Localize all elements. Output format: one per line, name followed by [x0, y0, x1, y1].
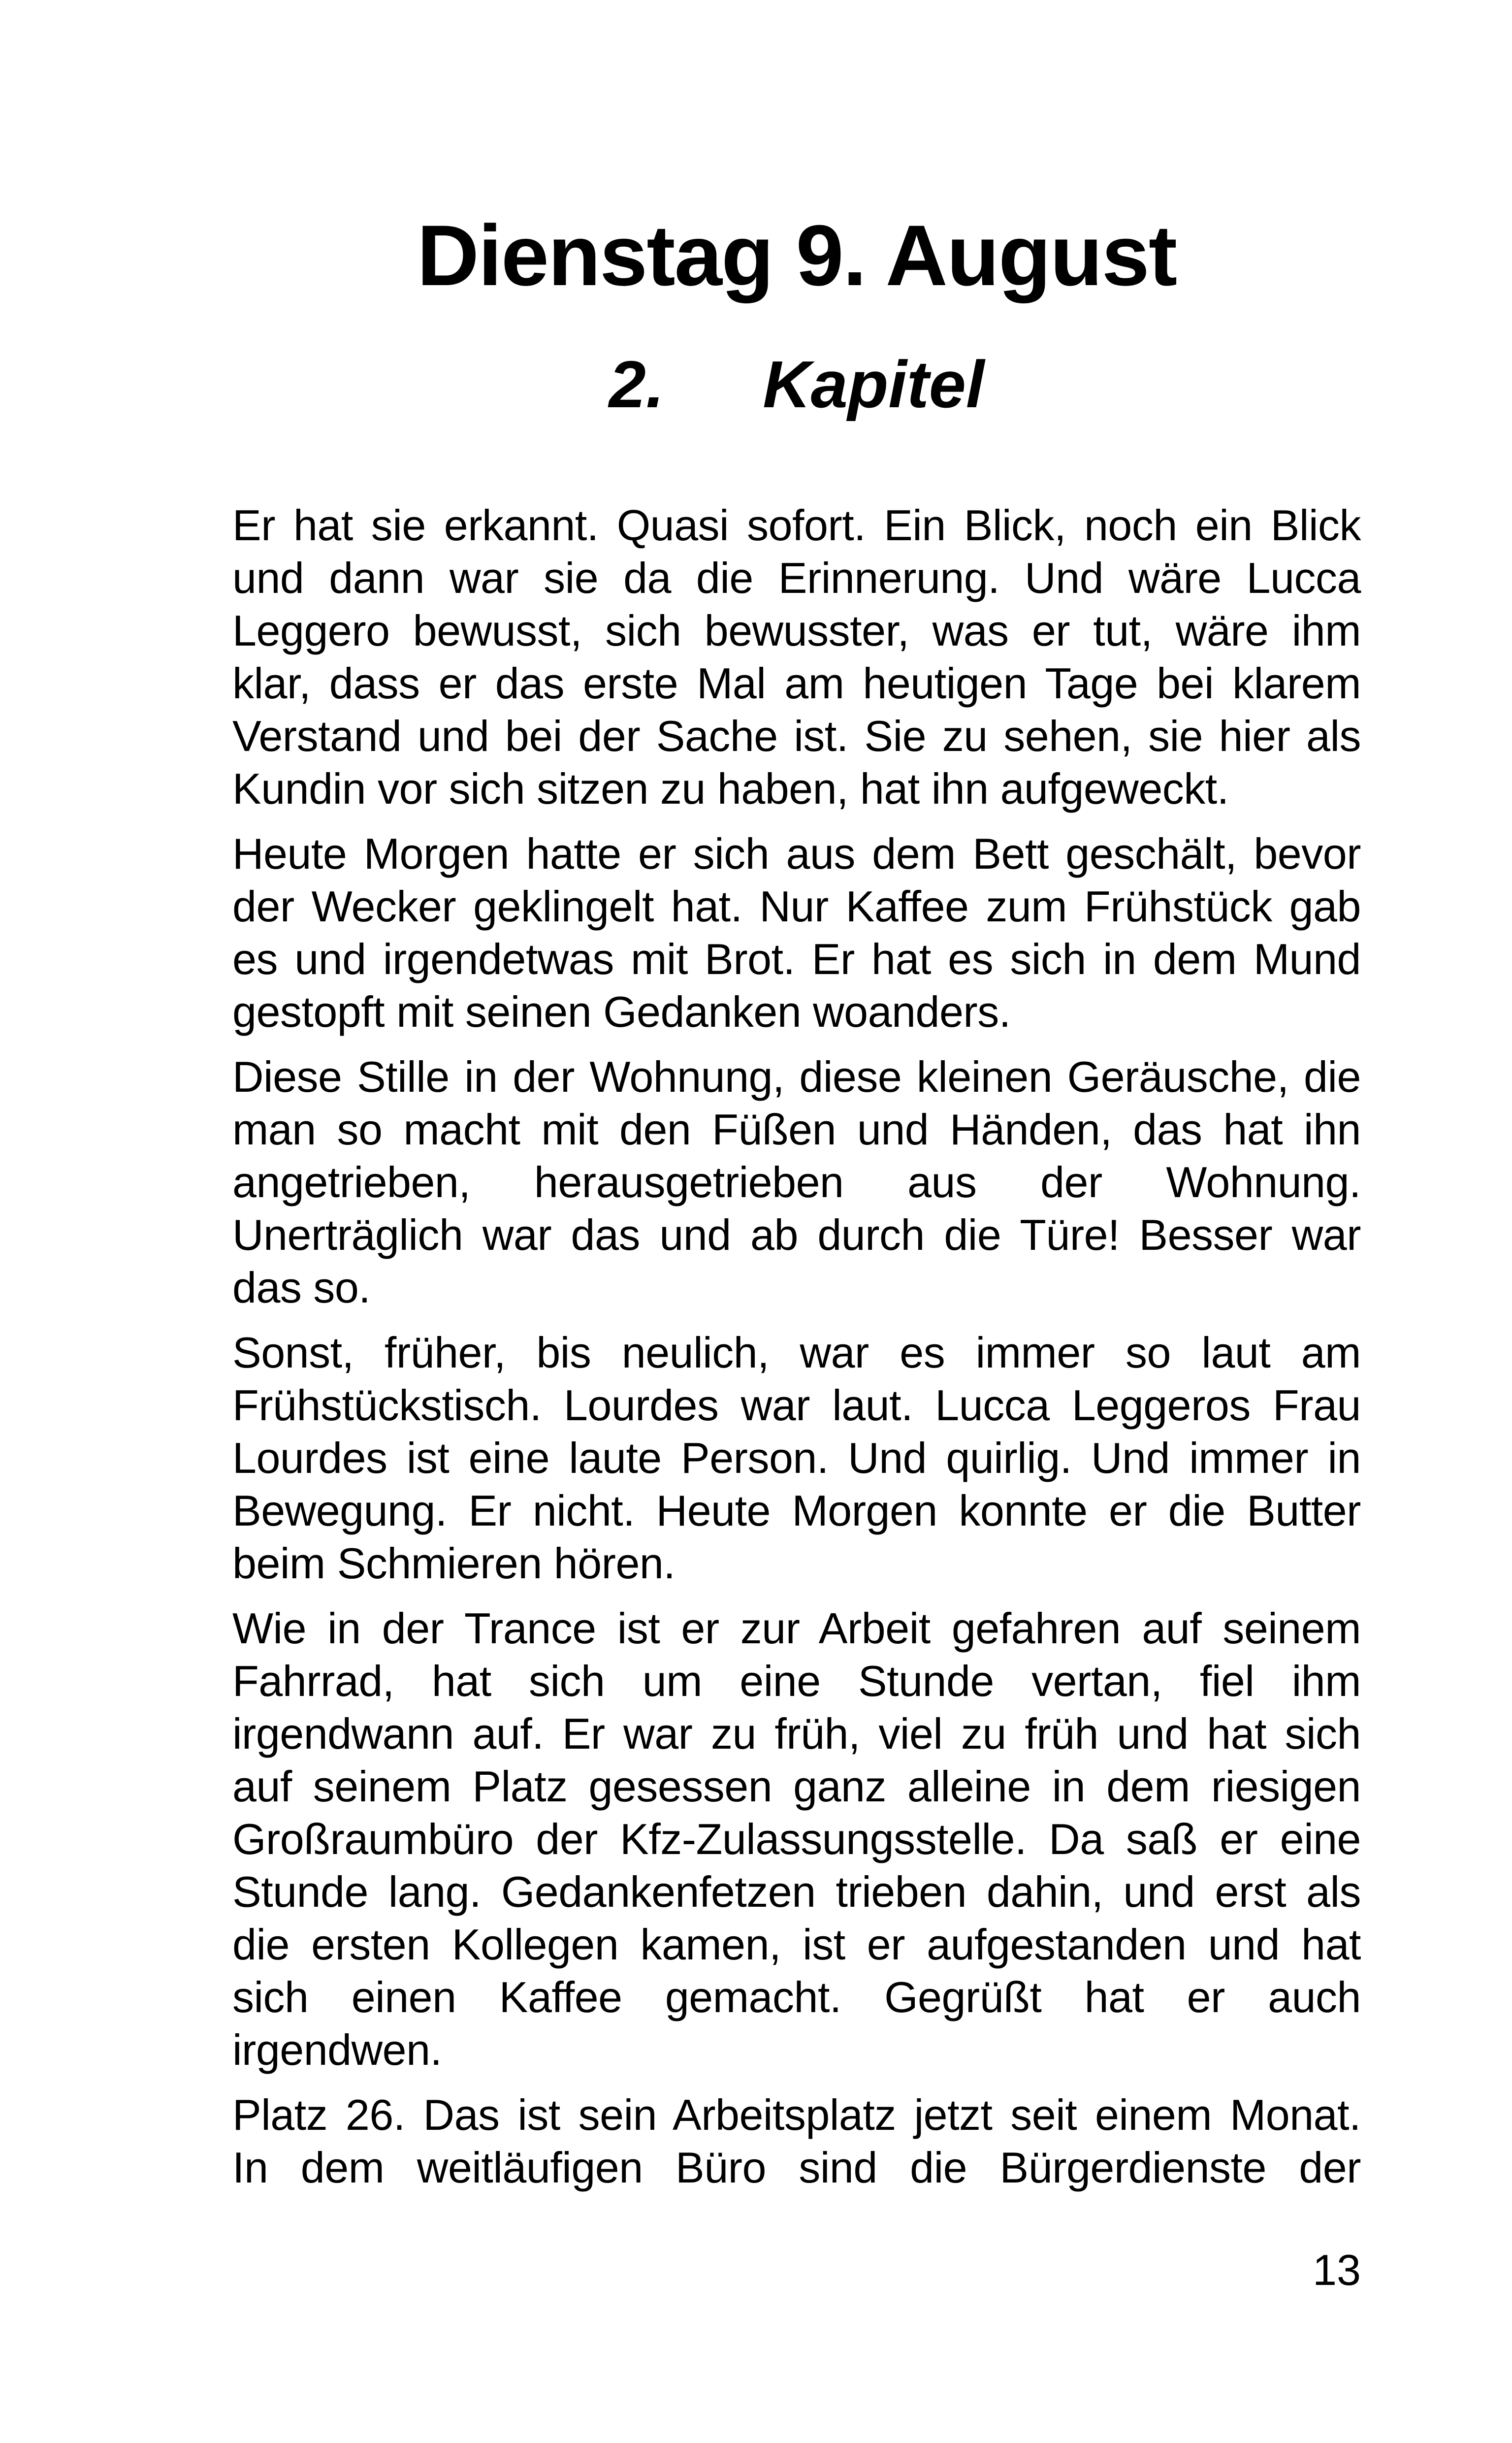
text-line: sich einen Kaffee gemacht. Gegrüßt hat er auch — [232, 1973, 1361, 2021]
chapter-title: Kapitel — [763, 347, 985, 422]
page-number: 13 — [1313, 2246, 1361, 2294]
text-line: Lourdes ist eine laute Person. Und quirlig. Und immer in — [232, 1433, 1361, 1482]
text-line: gestopft mit seinen Gedanken woanders. — [232, 987, 1011, 1036]
text-line: Verstand und bei der Sache ist. Sie zu sehen, sie hier als — [232, 712, 1361, 760]
text-line: Frühstückstisch. Lourdes war laut. Lucca Leggeros Frau — [232, 1381, 1361, 1430]
text-line: das so. — [232, 1263, 371, 1312]
text-line: In dem weitläufigen Büro sind die Bürgerdienste der — [232, 2143, 1361, 2192]
text-line: der Wecker geklingelt hat. Nur Kaffee zum Frühstück gab — [232, 882, 1361, 931]
text-line: Leggero bewusst, sich bewusster, was er tut, wäre ihm — [232, 606, 1361, 655]
text-line: Bewegung. Er nicht. Heute Morgen konnte er die Butter — [232, 1486, 1361, 1535]
paragraph — [232, 1050, 1361, 1314]
text-line: irgendwann auf. Er war zu früh, viel zu früh und hat sich — [232, 1709, 1361, 1758]
text-line: Platz 26. Das ist sein Arbeitsplatz jetzt seit einem Monat. — [232, 2090, 1361, 2139]
text-line: Großraumbüro der Kfz-Zulassungsstelle. Da saß er eine — [232, 1815, 1361, 1863]
chapter-date-heading: Dienstag 9. August — [417, 208, 1177, 304]
paragraph — [232, 1326, 1361, 1590]
text-line: Sonst, früher, bis neulich, war es immer so laut am — [232, 1328, 1361, 1377]
text-line: irgendwen. — [232, 2025, 442, 2074]
text-line: Unerträglich war das und ab durch die Türe! Besser war — [232, 1210, 1361, 1259]
text-line: Kundin vor sich sitzen zu haben, hat ihn aufgeweckt. — [232, 764, 1229, 813]
text-line: klar, dass er das erste Mal am heutigen Tage bei klarem — [232, 659, 1361, 708]
text-line: Er hat sie erkannt. Quasi sofort. Ein Blick, noch ein Blick — [232, 501, 1361, 550]
text-line: es und irgendetwas mit Brot. Er hat es sich in dem Mund — [232, 935, 1361, 983]
body-text — [232, 499, 1361, 2206]
text-line: man so macht mit den Füßen und Händen, das hat ihn — [232, 1105, 1361, 1154]
text-line: Fahrrad, hat sich um eine Stunde vertan, fiel ihm — [232, 1657, 1361, 1705]
paragraph — [232, 827, 1361, 1038]
text-line: Heute Morgen hatte er sich aus dem Bett geschält, bevor — [232, 829, 1361, 878]
paragraph — [232, 2088, 1361, 2194]
text-line: angetrieben, herausgetrieben aus der Wohnung. — [232, 1158, 1361, 1206]
text-line: auf seinem Platz gesessen ganz alleine in dem riesigen — [232, 1762, 1361, 1811]
text-line: beim Schmieren hören. — [232, 1539, 676, 1588]
text-line: die ersten Kollegen kamen, ist er aufgestanden und hat — [232, 1920, 1361, 1969]
chapter-number: 2. — [609, 347, 665, 422]
text-line: Wie in der Trance ist er zur Arbeit gefahren auf seinem — [232, 1604, 1361, 1653]
text-line: Diese Stille in der Wohnung, diese kleinen Geräusche, die — [232, 1052, 1361, 1101]
paragraph — [232, 499, 1361, 815]
chapter-heading — [232, 347, 1361, 422]
text-line: und dann war sie da die Erinnerung. Und wäre Lucca — [232, 554, 1361, 602]
paragraph — [232, 1602, 1361, 2076]
text-line: Stunde lang. Gedankenfetzen trieben dahin, und erst als — [232, 1867, 1361, 1916]
